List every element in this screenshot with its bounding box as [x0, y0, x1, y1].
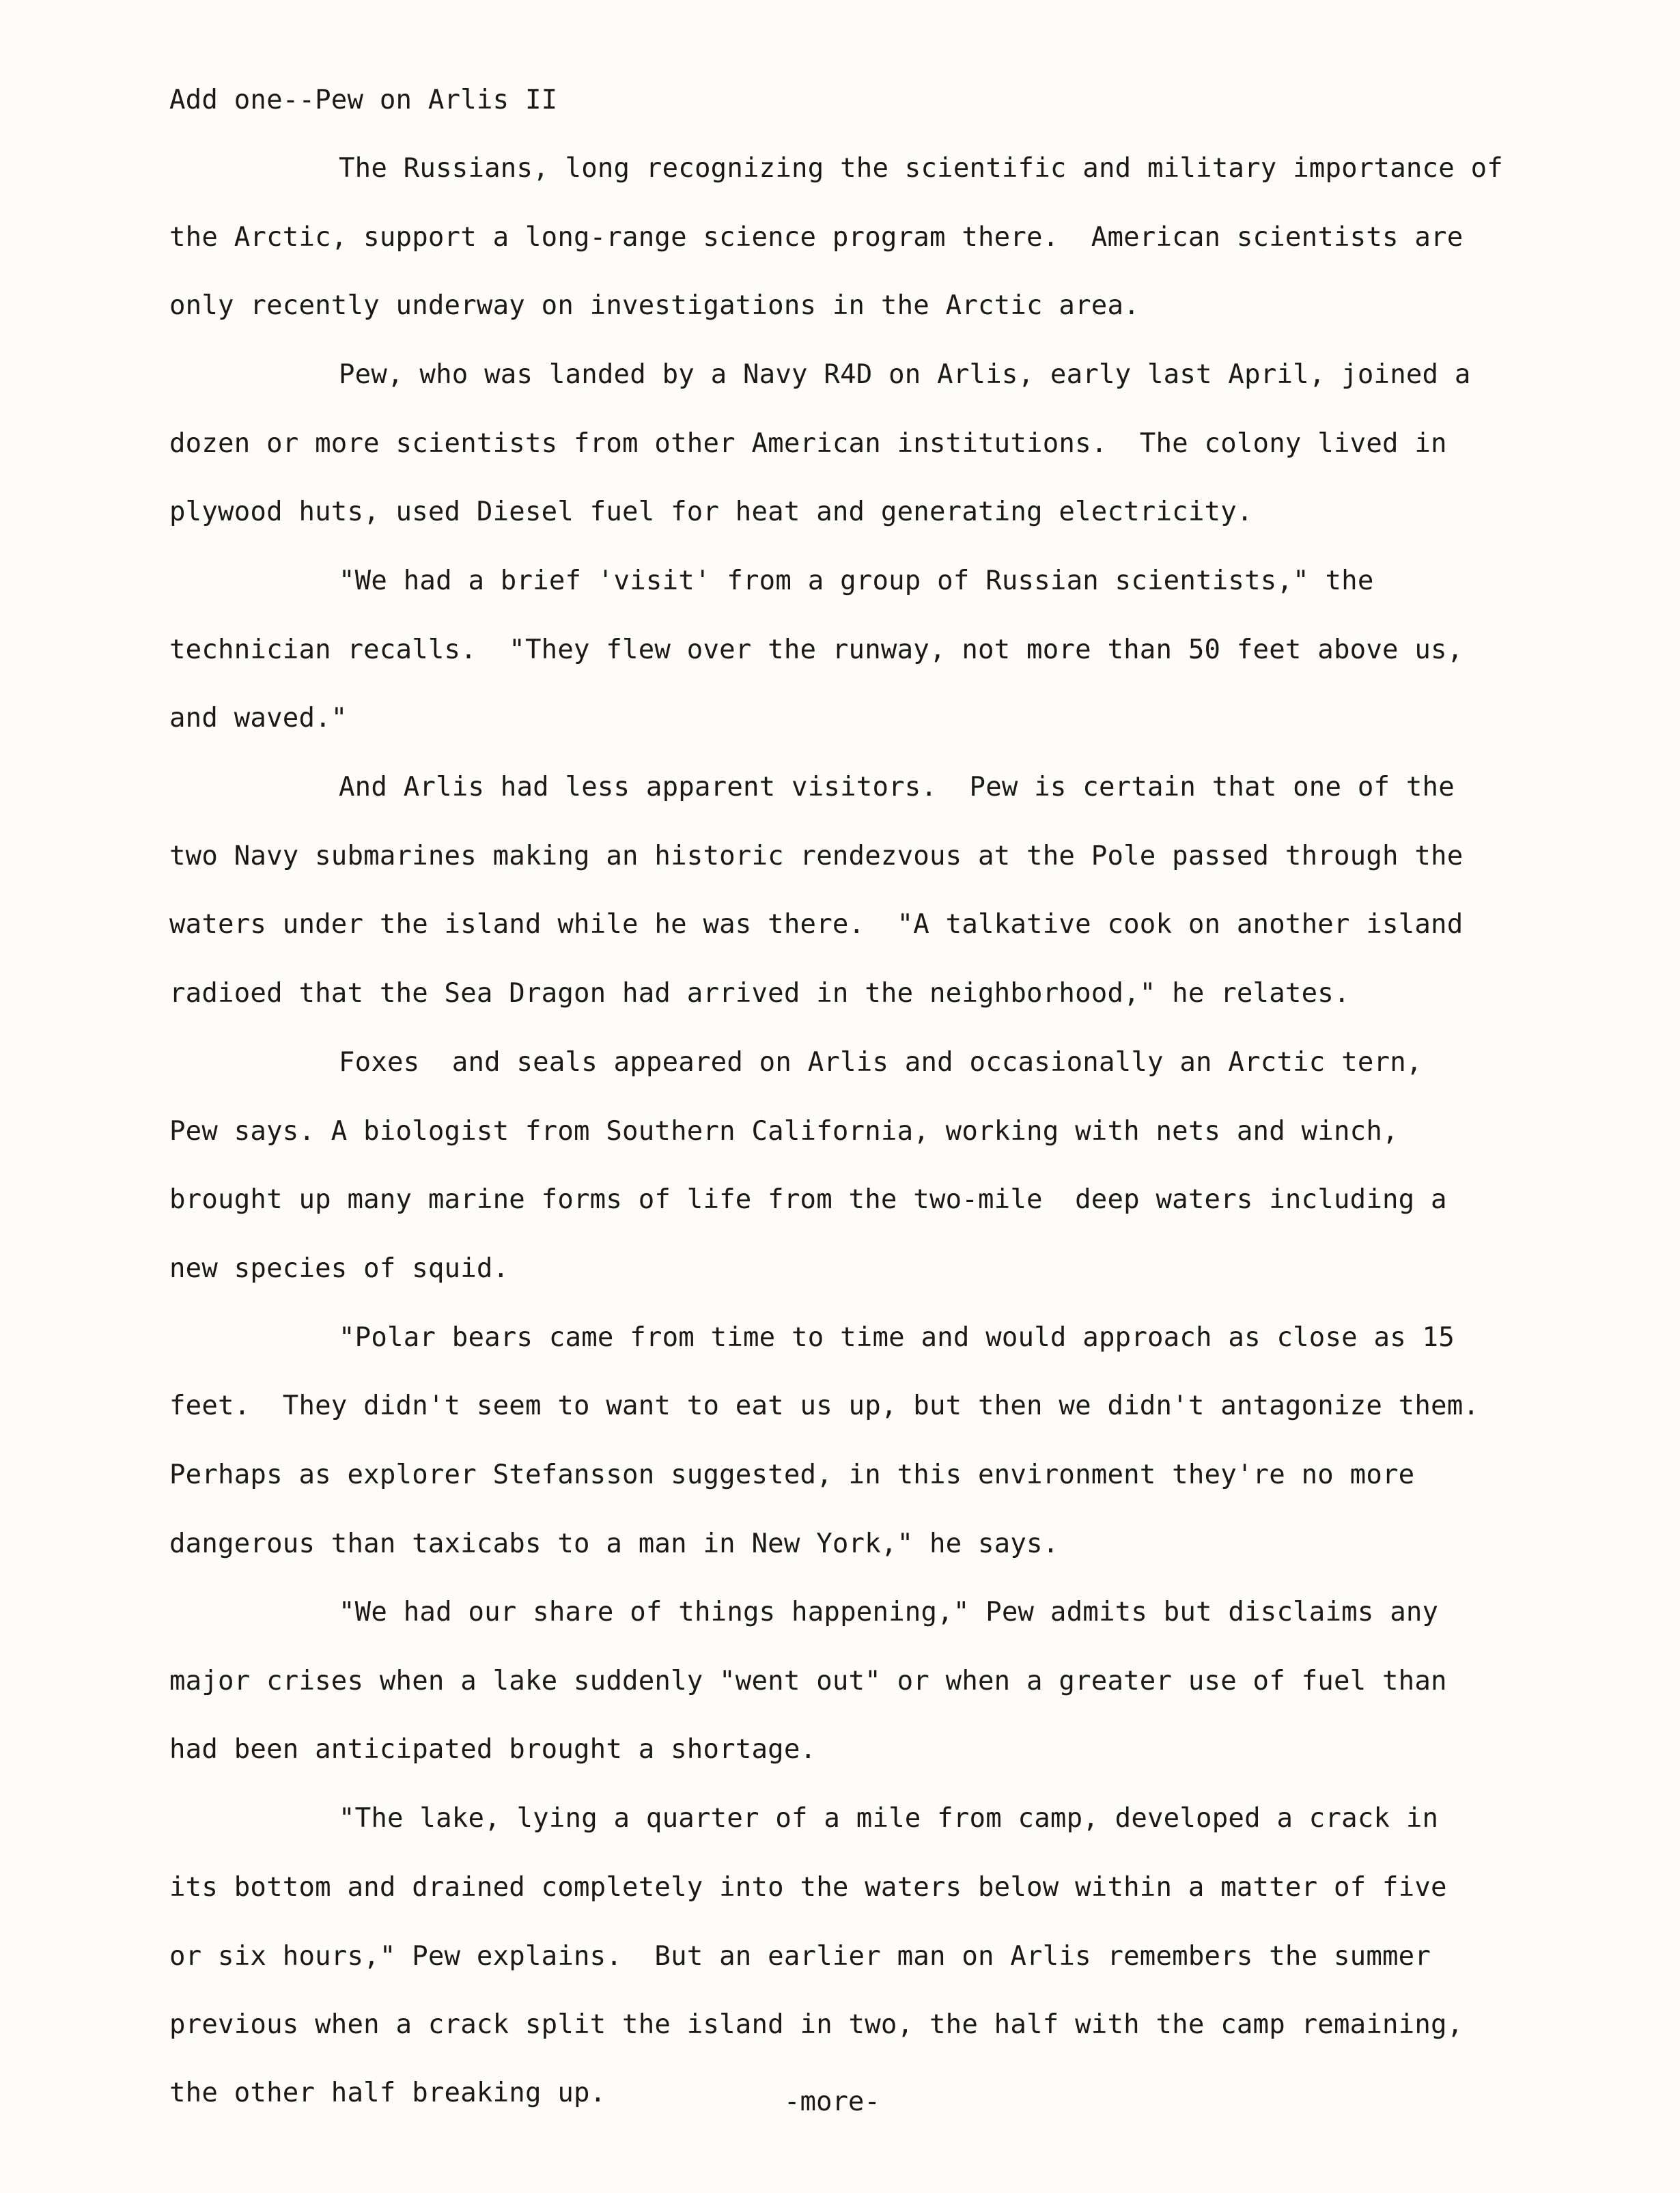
- paragraph-line: Perhaps as explorer Stefansson suggested, in this environment they're no more: [169, 1459, 1415, 1490]
- paragraph-line: or six hours," Pew explains. But an earlier man on Arlis remembers the summer: [169, 1941, 1431, 1972]
- paragraph-line: "Polar bears came from time to time and would approach as close as 15: [339, 1322, 1455, 1353]
- paragraph-line: waters under the island while he was there. "A talkative cook on another island: [169, 909, 1464, 940]
- paragraph-line: Foxes and seals appeared on Arlis and occasionally an Arctic tern,: [339, 1047, 1423, 1078]
- paragraph-line: And Arlis had less apparent visitors. Pew is certain that one of the: [339, 772, 1455, 802]
- more-marker: -more-: [784, 2086, 880, 2117]
- paragraph-line: dangerous than taxicabs to a man in New York," he says.: [169, 1528, 1059, 1559]
- paragraph-line: two Navy submarines making an historic rendezvous at the Pole passed through the: [169, 841, 1464, 871]
- paragraph-line: only recently underway on investigations in the Arctic area.: [169, 290, 1140, 321]
- paragraph-line: and waved.": [169, 703, 348, 734]
- paragraph-line: major crises when a lake suddenly "went out" or when a greater use of fuel than: [169, 1666, 1447, 1696]
- paragraph-line: dozen or more scientists from other American institutions. The colony lived in: [169, 428, 1447, 459]
- paragraph-line: the other half breaking up.: [169, 2078, 606, 2108]
- paragraph-line: "The lake, lying a quarter of a mile from camp, developed a crack in: [339, 1803, 1439, 1834]
- page-heading: Add one--Pew on Arlis II: [169, 85, 558, 115]
- paragraph-line: previous when a crack split the island in two, the half with the camp remaining,: [169, 2009, 1464, 2040]
- paragraph-line: new species of squid.: [169, 1253, 509, 1284]
- paragraph-line: "We had a brief 'visit' from a group of Russian scientists," the: [339, 565, 1374, 596]
- paragraph-line: technician recalls. "They flew over the runway, not more than 50 feet above us,: [169, 634, 1464, 665]
- paragraph-line: "We had our share of things happening," Pew admits but disclaims any: [339, 1597, 1439, 1628]
- paragraph-line: Pew, who was landed by a Navy R4D on Arlis, early last April, joined a: [339, 359, 1471, 390]
- paragraph-line: brought up many marine forms of life from the two-mile deep waters including a: [169, 1184, 1447, 1215]
- paragraph-line: feet. They didn't seem to want to eat us up, but then we didn't antagonize them.: [169, 1391, 1480, 1421]
- paragraph-line: its bottom and drained completely into the waters below within a matter of five: [169, 1872, 1447, 1903]
- paragraph-line: Pew says. A biologist from Southern California, working with nets and winch,: [169, 1116, 1399, 1147]
- paragraph-line: had been anticipated brought a shortage.: [169, 1734, 817, 1765]
- paragraph-line: The Russians, long recognizing the scientific and military importance of: [339, 153, 1503, 184]
- paragraph-line: the Arctic, support a long-range science program there. American scientists are: [169, 222, 1464, 253]
- paragraph-line: radioed that the Sea Dragon had arrived in the neighborhood," he relates.: [169, 978, 1350, 1009]
- paragraph-line: plywood huts, used Diesel fuel for heat and generating electricity.: [169, 497, 1253, 527]
